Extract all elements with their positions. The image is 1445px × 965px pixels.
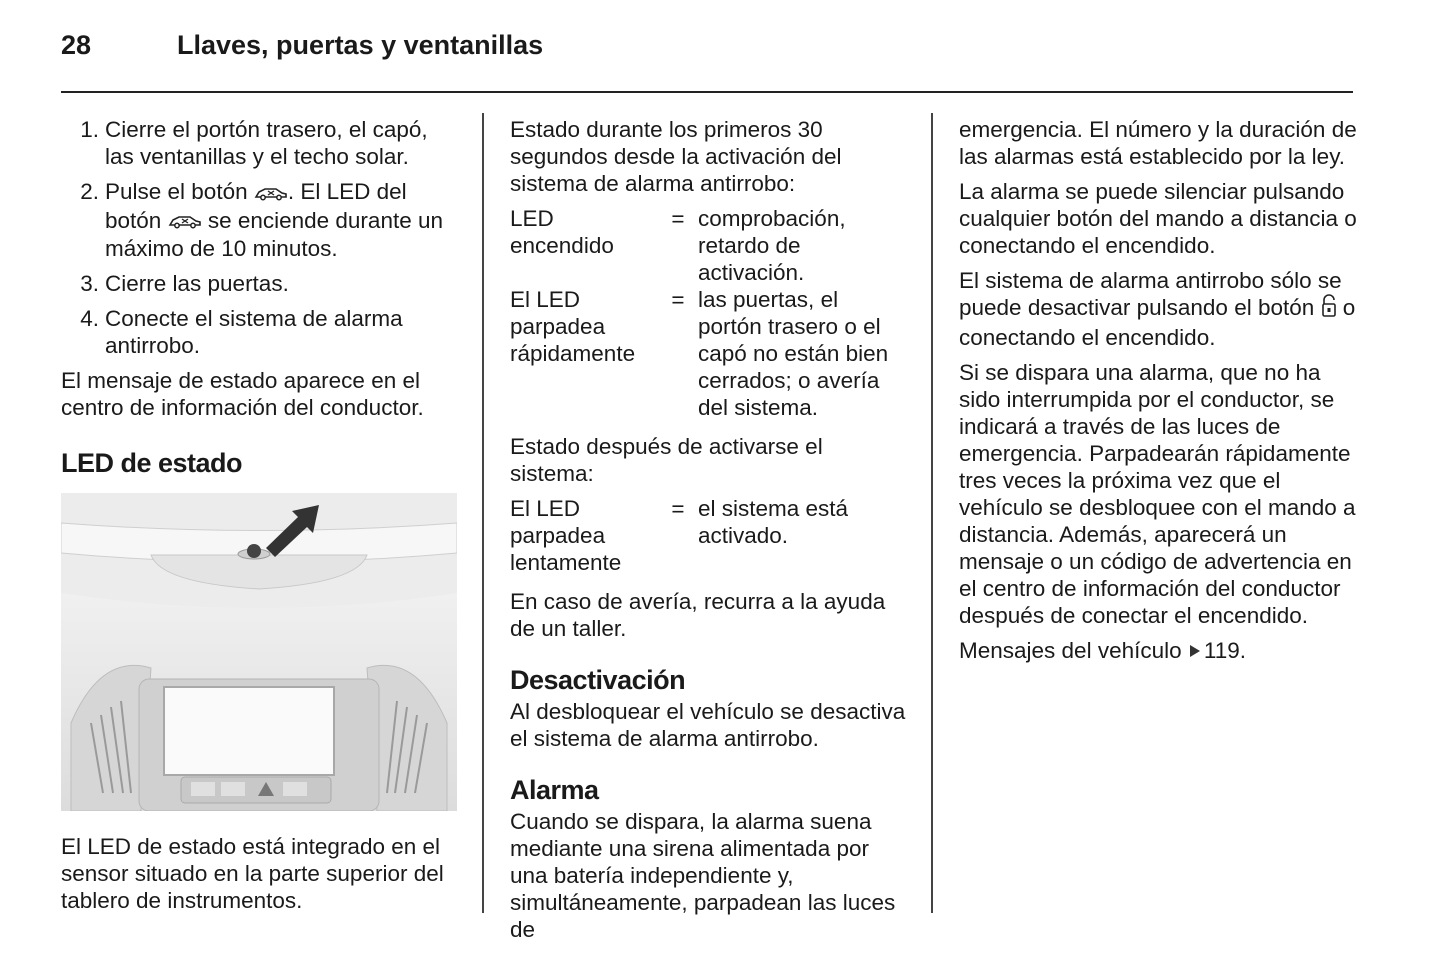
table-cell-eq: = [671, 206, 685, 231]
unlock-icon [1321, 294, 1337, 324]
section-heading-led: LED de estado [61, 448, 243, 479]
fault-text: En caso de avería, recurra a la ayuda de un taller. [510, 589, 886, 641]
deactivate-text [959, 267, 1359, 351]
status-message-text: El mensaje de estado aparece en el centro de información del conductor. [61, 368, 424, 421]
vehicle-messages-reference [959, 637, 1359, 664]
list-text-part: . El LED del botón [105, 179, 407, 233]
reference-page: 119. [1203, 638, 1247, 664]
car-lock-icon [168, 208, 202, 235]
table-cell-state: El LED parpadea rápidamente [510, 287, 636, 366]
status-intro-after: Estado después de activarse el sistema: [510, 434, 823, 486]
list-item [61, 178, 461, 262]
list-item [61, 116, 461, 170]
page-header [61, 30, 1353, 70]
page-reference-icon [1190, 645, 1200, 657]
alarm-text: Cuando se dispara, la alarma suena mediante una sirena alimentada por una batería independiente y, simultáneamente, parpadean las luces de [510, 809, 896, 942]
section-heading-alarm: Alarma [510, 775, 599, 805]
column-divider [482, 113, 484, 913]
list-number: 2. [80, 179, 99, 204]
list-number: 4. [80, 306, 99, 332]
list-item [61, 305, 461, 359]
column-middle [510, 116, 910, 951]
section-heading-deactivation: Desactivación [510, 665, 686, 695]
list-number: 1. [80, 117, 99, 142]
page-number: 28 [61, 30, 92, 60]
triggered-alarm-text: Si se dispara una alarma, que no ha sido interrumpida por el conductor, se indicará a través de las luces de emergencia. Parpadearán rápidamente tres veces la próxima vez que el vehículo se desbloquee con el mando a distancia. Además, aparecerá un mensaje o un código de advertencia en el centro de información del conductor después de conectar el encendido. [959, 360, 1356, 629]
table-cell-state: LED encendido [510, 206, 614, 258]
header-rule [61, 91, 1353, 93]
status-table-active [510, 495, 910, 576]
list-text-part: Pulse el botón [105, 179, 254, 204]
list-text: Cierre el portón trasero, el capó, las ventanillas y el techo solar. [105, 117, 428, 169]
deactivate-text-part: El sistema de alarma antirrobo sólo se puede desactivar pulsando el botón [959, 268, 1342, 320]
car-lock-icon [254, 180, 288, 207]
table-cell-meaning: el sistema está activado. [698, 496, 849, 548]
table-cell-eq: = [671, 287, 685, 312]
list-text: Cierre las puertas. [105, 271, 289, 297]
list-number: 3. [80, 271, 99, 297]
alarm-continuation-text: emergencia. El número y la duración de las alarmas está establecido por la ley. [959, 117, 1357, 169]
table-cell-meaning: las puertas, el portón trasero o el capó no están bien cerrados; o avería del sistema. [698, 287, 889, 420]
table-cell-state: El LED parpadea lentamente [510, 496, 622, 575]
figure-caption: El LED de estado está integrado en el sensor situado en la parte superior del tablero de instrumentos. [61, 834, 444, 914]
list-text: Conecte el sistema de alarma antirrobo. [105, 306, 403, 359]
status-table-initial [510, 205, 910, 421]
column-right [959, 116, 1359, 672]
list-text [99, 178, 461, 262]
dashboard-illustration [61, 493, 457, 811]
column-left [61, 116, 461, 922]
deactivate-text-part: o conectando el encendido. [959, 295, 1356, 351]
list-item [61, 270, 461, 297]
status-intro-first30: Estado durante los primeros 30 segundos desde la activación del sistema de alarma antirrobo: [510, 117, 842, 196]
table-cell-meaning: comprobación, retardo de activación. [698, 206, 846, 285]
list-text-part: se enciende durante un máximo de 10 minutos. [105, 207, 443, 262]
deactivation-text: Al desbloquear el vehículo se desactiva el sistema de alarma antirrobo. [510, 699, 906, 751]
page-title: Llaves, puertas y ventanillas [177, 30, 544, 60]
silence-text: La alarma se puede silenciar pulsando cualquier botón del mando a distancia o conectando el encendido. [959, 179, 1357, 258]
reference-label: Mensajes del vehículo [959, 638, 1182, 664]
table-cell-eq: = [671, 496, 685, 521]
column-divider [931, 113, 933, 913]
